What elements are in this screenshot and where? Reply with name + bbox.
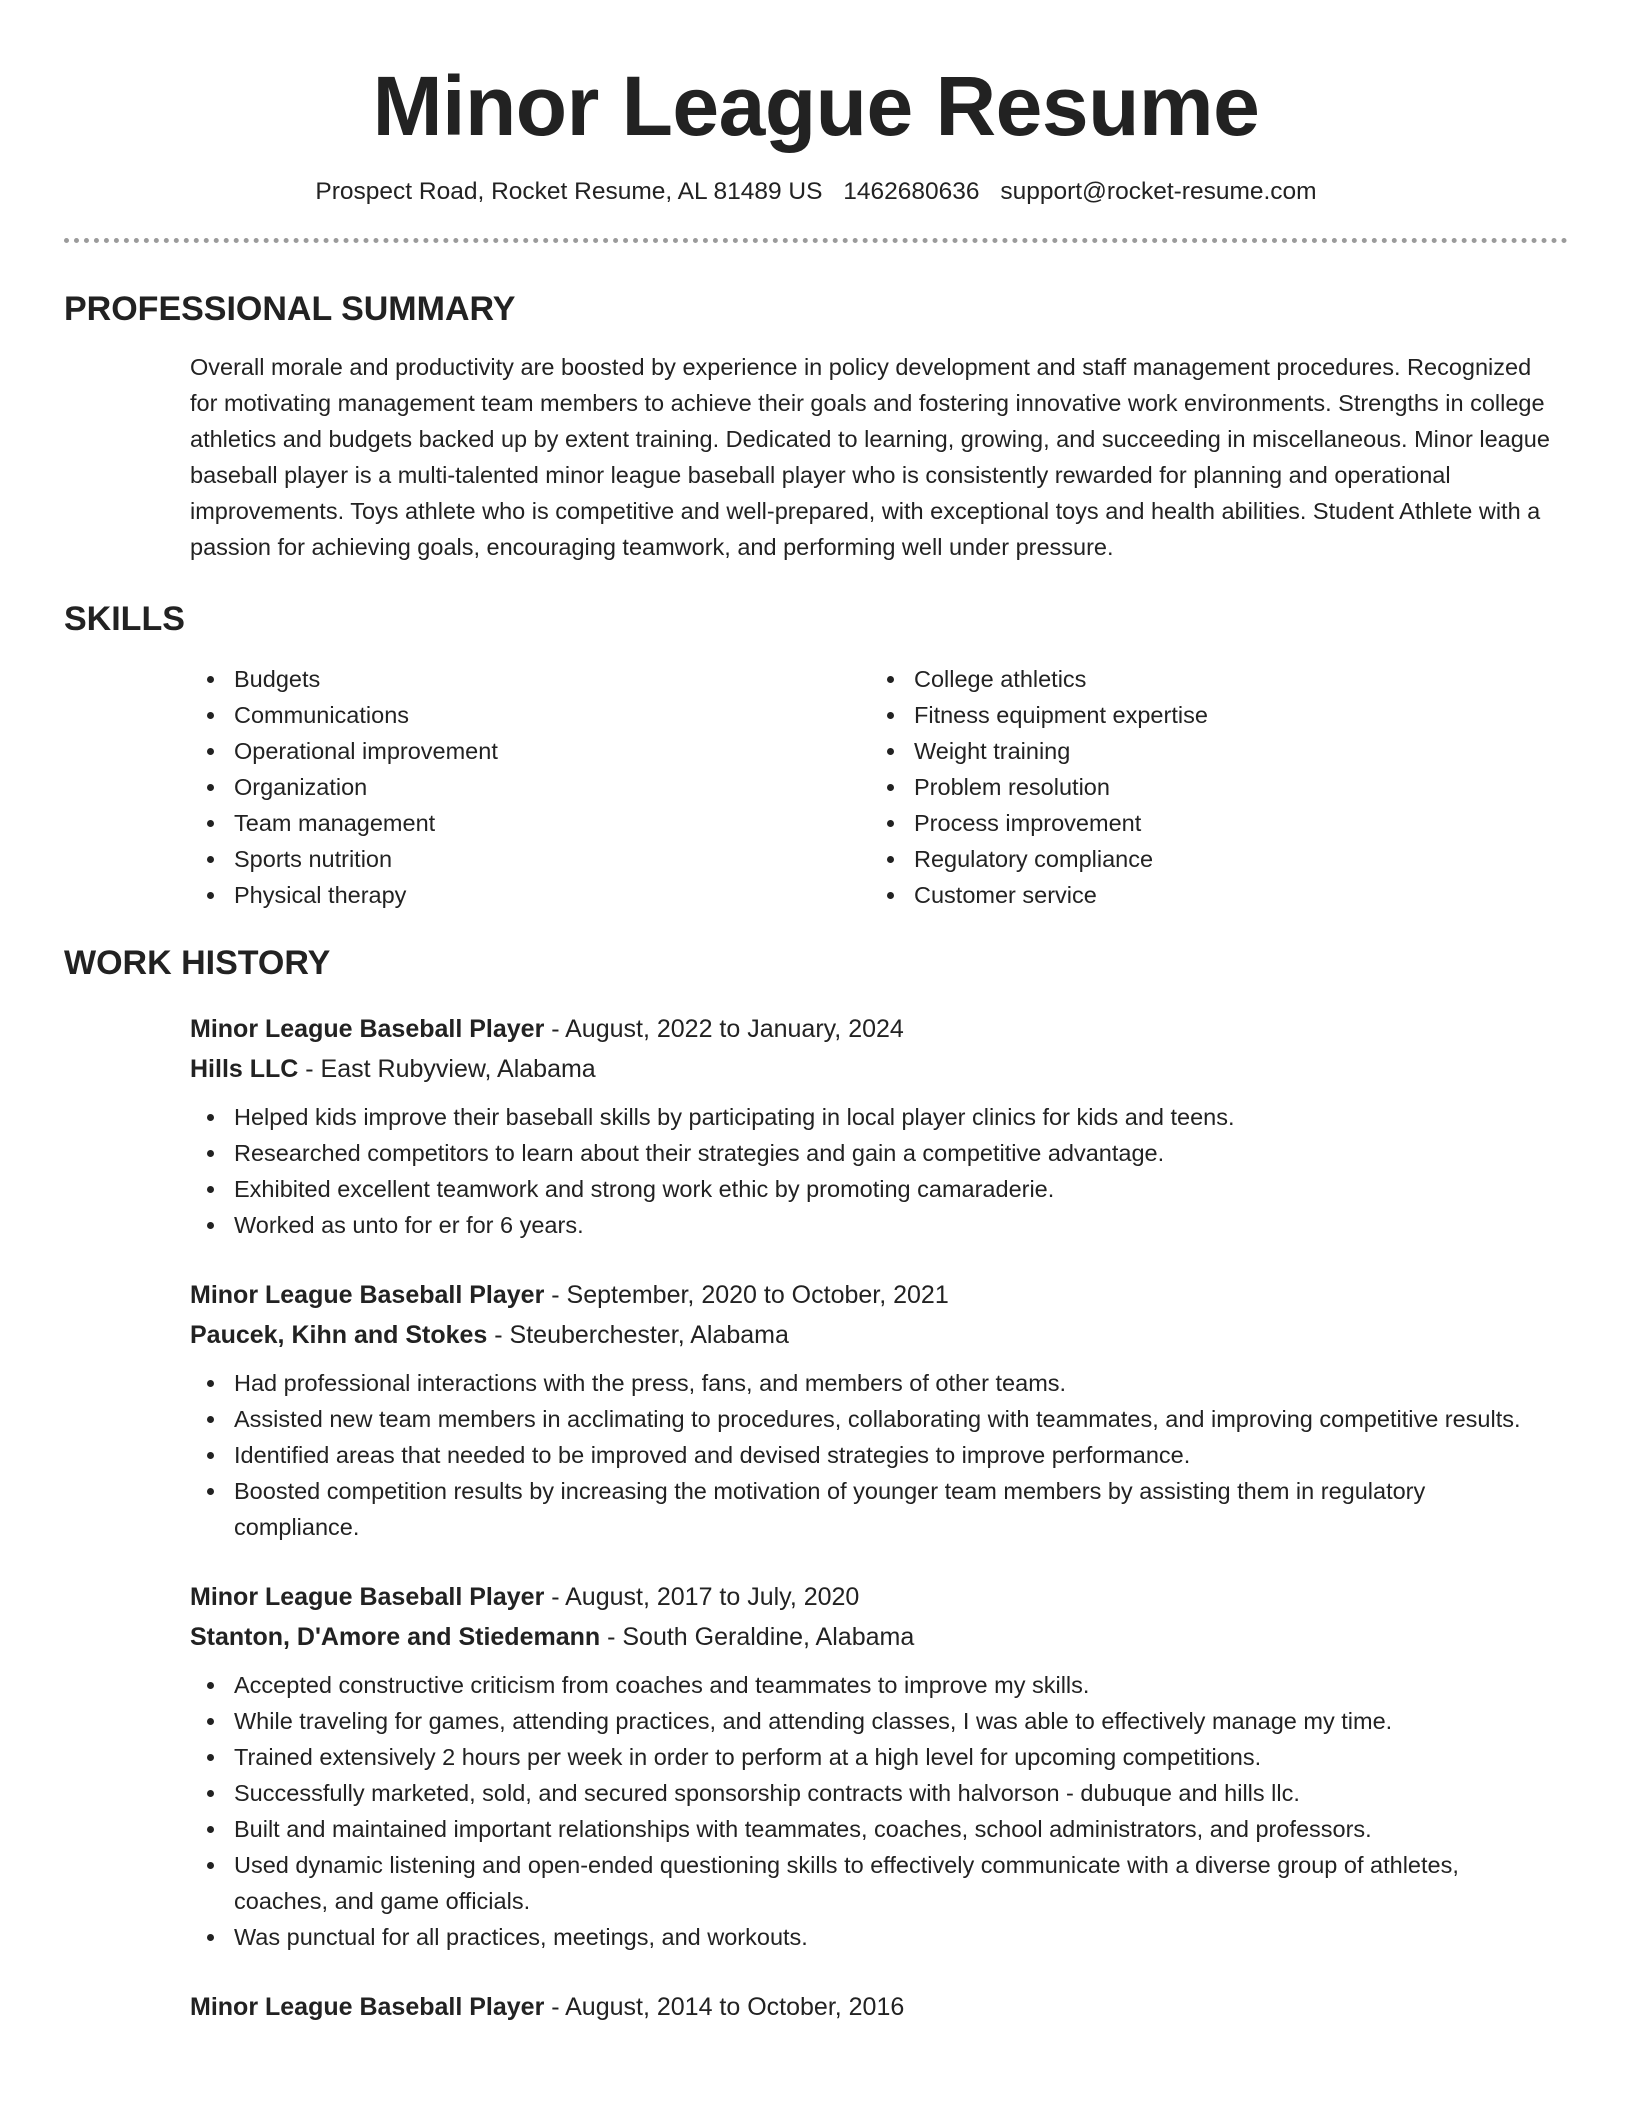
job-title-line (190, 1987, 1552, 2027)
job-bullet: Assisted new team members in acclimating to procedures, collaborating with teammates, and improving competitive results. (190, 1401, 1552, 1437)
contact-phone: 1462680636 (843, 178, 980, 205)
job-bullets (190, 1667, 1552, 1955)
skill-item: Team management (190, 805, 870, 841)
job-bullet: Had professional interactions with the press, fans, and members of other teams. (190, 1365, 1552, 1401)
job-bullet: While traveling for games, attending practices, and attending classes, I was able to effectively manage my time. (190, 1703, 1552, 1739)
contact-email: support@rocket-resume.com (1000, 178, 1317, 205)
job-company-line (190, 1617, 1552, 1657)
job-bullet: Researched competitors to learn about their strategies and gain a competitive advantage. (190, 1135, 1552, 1171)
skill-item: College athletics (870, 661, 1550, 697)
job-location: - East Rubyview, Alabama (298, 1055, 596, 1083)
job-bullet: Trained extensively 2 hours per week in order to perform at a high level for upcoming competitions. (190, 1739, 1552, 1775)
job-bullet: Worked as unto for er for 6 years. (190, 1207, 1552, 1243)
job-role: Minor League Baseball Player (190, 1993, 545, 2021)
job-bullets (190, 1365, 1552, 1545)
skill-item: Regulatory compliance (870, 841, 1550, 877)
job-title-line (190, 1009, 1552, 1049)
header-divider (64, 238, 1568, 243)
skill-item: Communications (190, 697, 870, 733)
job-location: - South Geraldine, Alabama (600, 1623, 915, 1651)
job-bullet: Identified areas that needed to be improved and devised strategies to improve performance. (190, 1437, 1552, 1473)
skills-heading: SKILLS (64, 600, 185, 638)
job-bullet: Exhibited excellent teamwork and strong work ethic by promoting camaraderie. (190, 1171, 1552, 1207)
job-company-line (190, 1049, 1552, 1089)
job-dates: - August, 2022 to January, 2024 (544, 1015, 904, 1043)
job-bullet: Successfully marketed, sold, and secured sponsorship contracts with halvorson - dubuque and hills llc. (190, 1775, 1552, 1811)
job-bullet: Built and maintained important relationships with teammates, coaches, school administrators, and professors. (190, 1811, 1552, 1847)
summary-text: Overall morale and productivity are boosted by experience in policy development and staff management procedures. Recognized for motivating management team members to achieve their goals and fostering innovative work environments. Strengths in college athletics and budgets backed up by extent training. Dedicated to learning, growing, and succeeding in miscellaneous. Minor league baseball player is a multi-talented minor league baseball player who is consistently rewarded for planning and operational improvements. Toys athlete who is competitive and well-prepared, with exceptional toys and health abilities. Student Athlete with a passion for achieving goals, encouraging teamwork, and performing well under pressure. (190, 354, 1550, 560)
job-company: Hills LLC (190, 1055, 299, 1083)
skill-item: Problem resolution (870, 769, 1550, 805)
job-title-line (190, 1577, 1552, 1617)
job-bullet: Used dynamic listening and open-ended questioning skills to effectively communicate with a diverse group of athletes, coaches, and game officials. (190, 1847, 1552, 1919)
job-bullet: Helped kids improve their baseball skills by participating in local player clinics for kids and teens. (190, 1099, 1552, 1135)
skill-item: Budgets (190, 661, 870, 697)
summary-heading: PROFESSIONAL SUMMARY (64, 290, 516, 328)
contact-address: Prospect Road, Rocket Resume, AL 81489 US (315, 178, 823, 205)
skills-list (190, 661, 1552, 913)
job-dates: - September, 2020 to October, 2021 (544, 1281, 949, 1309)
skill-item: Process improvement (870, 805, 1550, 841)
skill-item: Customer service (870, 877, 1550, 913)
job-bullet: Accepted constructive criticism from coaches and teammates to improve my skills. (190, 1667, 1552, 1703)
job-role: Minor League Baseball Player (190, 1281, 545, 1309)
job-bullet: Boosted competition results by increasing the motivation of younger team members by assisting them in regulatory compliance. (190, 1473, 1552, 1545)
skill-item: Organization (190, 769, 870, 805)
job-company: Stanton, D'Amore and Stiedemann (190, 1623, 601, 1651)
job-dates: - August, 2014 to October, 2016 (544, 1993, 905, 2021)
skill-item: Fitness equipment expertise (870, 697, 1550, 733)
job-company: Paucek, Kihn and Stokes (190, 1321, 488, 1349)
skills-column-right (870, 661, 1550, 913)
skill-item: Physical therapy (190, 877, 870, 913)
job-entry (190, 1577, 1552, 1955)
skill-item: Operational improvement (190, 733, 870, 769)
work-history-heading: WORK HISTORY (64, 944, 331, 982)
job-bullet: Was punctual for all practices, meetings, and workouts. (190, 1919, 1552, 1955)
job-dates: - August, 2017 to July, 2020 (544, 1583, 860, 1611)
job-entry (190, 1009, 1552, 1243)
job-entry (190, 1987, 1552, 2027)
job-company-line (190, 1315, 1552, 1355)
contact-line (0, 176, 1632, 208)
job-location: - Steuberchester, Alabama (487, 1321, 789, 1349)
job-role: Minor League Baseball Player (190, 1015, 545, 1043)
skill-item: Weight training (870, 733, 1550, 769)
job-role: Minor League Baseball Player (190, 1583, 545, 1611)
resume-name: Minor League Resume (372, 59, 1260, 153)
job-bullets (190, 1099, 1552, 1243)
job-title-line (190, 1275, 1552, 1315)
job-entry (190, 1275, 1552, 1545)
skills-column-left (190, 661, 870, 913)
skill-item: Sports nutrition (190, 841, 870, 877)
